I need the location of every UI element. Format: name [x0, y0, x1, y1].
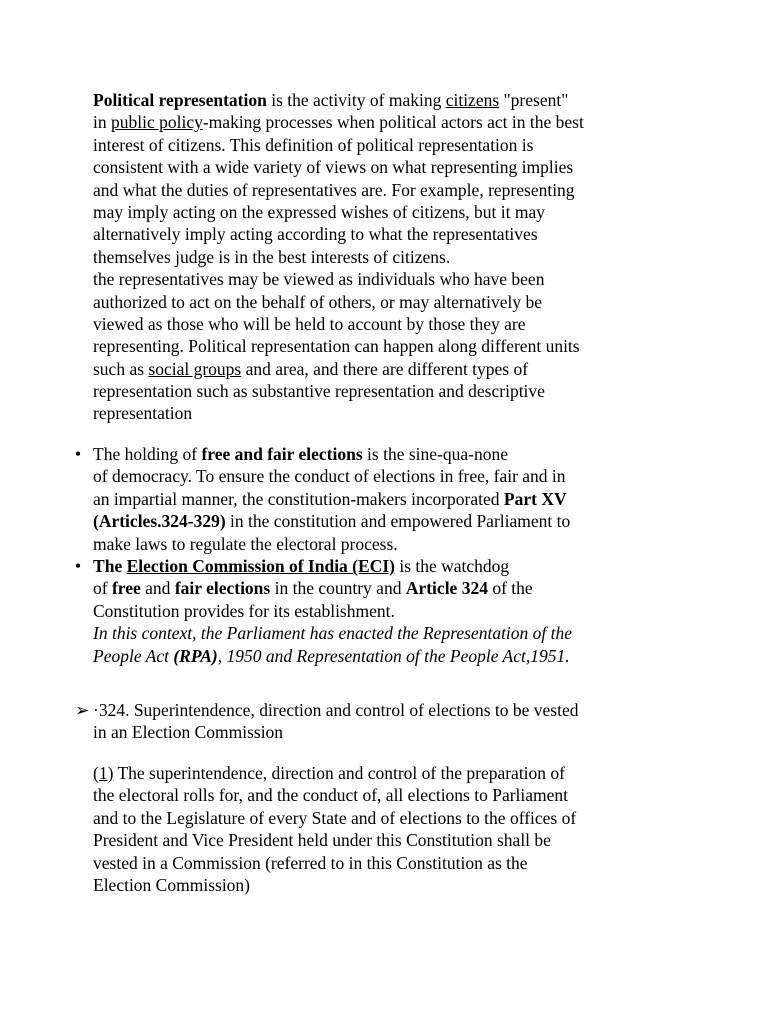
text-line: (1) The superintendence, direction and control of the preparation of: [93, 763, 565, 783]
text-line: representing. Political representation can happen along different units: [93, 336, 580, 357]
text-line: President and Vice President held under this Constitution shall be: [93, 830, 551, 851]
text-line: an impartial manner, the constitution-makers incorporated Part XV: [93, 488, 567, 509]
text-line: in an Election Commission: [93, 722, 284, 743]
text-line: Election Commission): [93, 874, 251, 895]
text-line: vested in a Commission (referred to in this Constitution as the: [93, 852, 528, 873]
text-line: and what the duties of representatives are. For example, representing: [93, 179, 575, 200]
text-line: ➢ ·324. Superintendence, direction and control of elections to be vested: [75, 700, 579, 720]
text-line: viewed as those who will be held to account by those they are: [93, 313, 526, 334]
text-line: the electoral rolls for, and the conduct of, all elections to Parliament: [93, 785, 569, 806]
text-line: consistent with a wide variety of views on what representing implies: [93, 157, 574, 178]
text-line: of free and fair elections in the country and Article 324 of the: [93, 578, 533, 599]
bullet-free-fair-elections: [75, 443, 570, 555]
text-line: People Act (RPA), 1950 and Representation of the People Act,1951.: [93, 645, 570, 666]
clause-number-link[interactable]: (1): [93, 763, 114, 783]
text-line: representation: [93, 403, 193, 424]
social-groups-link[interactable]: social groups: [148, 358, 242, 379]
bullet-marker: •: [75, 444, 82, 464]
arrow-bullet-icon: ➢: [75, 700, 90, 720]
citizens-link[interactable]: citizens: [445, 90, 500, 110]
intro-paragraph: [93, 89, 584, 425]
text-line: authorized to act on the behalf of others, or may alternatively be: [93, 291, 542, 312]
text-line: alternatively imply acting according to what the representatives: [93, 224, 538, 245]
text-line: • The holding of free and fair elections is the sine-qua-none: [75, 444, 508, 464]
eci-link[interactable]: Election Commission of India (ECI): [126, 556, 395, 576]
article-324-heading: [75, 699, 578, 744]
text-line: • The Election Commission of India (ECI) is the watchdog: [75, 556, 510, 576]
text-line: representation such as substantive representation and descriptive: [93, 381, 545, 402]
text-line: Constitution provides for its establishment.: [93, 600, 395, 621]
text-line: the representatives may be viewed as individuals who have been: [93, 269, 545, 290]
text-line: (Articles.324-329) in the constitution and empowered Parliament to: [93, 511, 571, 532]
term-political-representation: Political representation: [93, 90, 267, 110]
text-line: Political representation is the activity of making citizens "present": [93, 90, 569, 110]
clause-1-paragraph: [93, 762, 576, 896]
text-line: make laws to regulate the electoral process.: [93, 533, 398, 554]
text-line: and to the Legislature of every State and of elections to the offices of: [93, 807, 577, 828]
bullet-marker: •: [75, 556, 82, 576]
text-line: themselves judge is in the best interests of citizens.: [93, 246, 451, 267]
text-line: of democracy. To ensure the conduct of elections in free, fair and in: [93, 466, 566, 487]
text-line: interest of citizens. This definition of political representation is: [93, 134, 534, 155]
text-line: such as social groups and area, and there are different types of: [93, 358, 529, 379]
text-line: in public policy-making processes when political actors act in the best: [93, 112, 584, 133]
text-line: In this context, the Parliament has enacted the Representation of the: [93, 623, 573, 644]
public-policy-link[interactable]: public policy: [111, 112, 203, 133]
bullet-election-commission: [75, 555, 572, 667]
text-line: may imply acting on the expressed wishes of citizens, but it may: [93, 201, 545, 222]
